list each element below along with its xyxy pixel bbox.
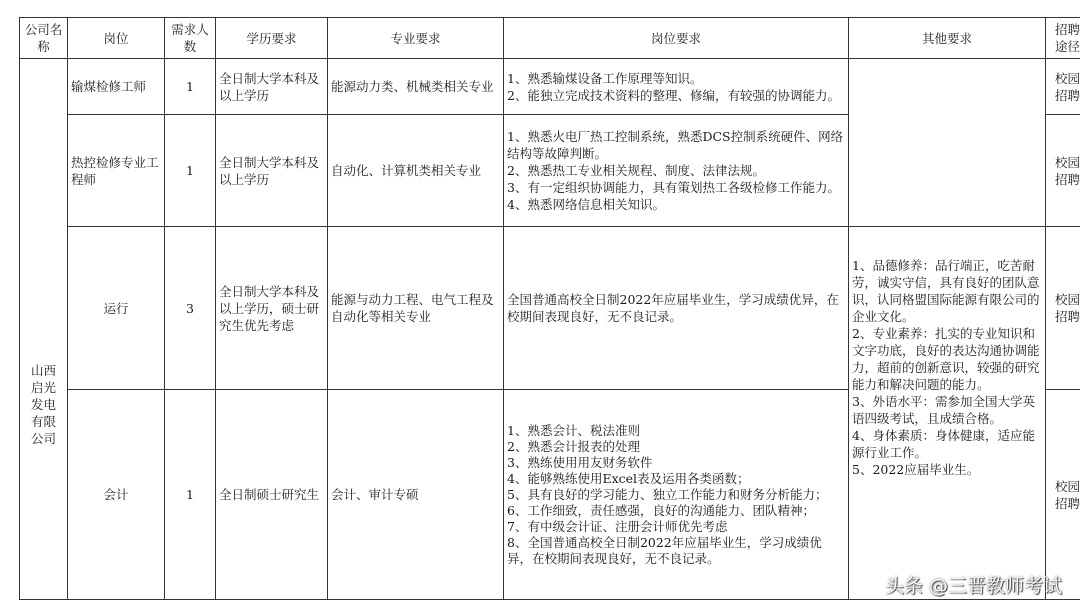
requirements-cell (504, 115, 849, 227)
requirement-item: 5、具有良好的学习能力、独立工作能力和财务分析能力； (507, 486, 828, 502)
count-cell: 1 (165, 115, 216, 227)
count-cell: 3 (165, 227, 216, 390)
position-cell: 热控检修专业工程师 (68, 115, 165, 227)
header-major: 专业要求 (328, 18, 504, 59)
major-cell: 能源动力类、机械类相关专业 (328, 59, 504, 115)
requirement-item: 4、熟悉网络信息相关知识。 (507, 197, 665, 212)
header-other: 其他要求 (849, 18, 1046, 59)
requirement-item: 3、有一定组织协调能力，具有策划热工各级检修工作能力。 (507, 180, 840, 195)
requirement-item: 3、熟练使用用友财务软件 (507, 454, 653, 470)
channel-cell: 校园招聘 (1046, 227, 1080, 390)
count-cell: 1 (165, 59, 216, 115)
other-requirement-item: 3、外语水平：需参加全国大学英语四级考试，且成绩合格。 (852, 394, 1035, 426)
major-cell: 自动化、计算机类相关专业 (328, 115, 504, 227)
channel-cell: 校园招聘 (1046, 115, 1080, 227)
requirement-item: 1、熟悉输煤设备工作原理等知识。 (507, 70, 703, 86)
header-position: 岗位 (68, 18, 165, 59)
other-requirement-item: 5、2022应届毕业生。 (852, 462, 980, 477)
recruitment-table (19, 17, 1080, 600)
position-cell: 运行 (68, 227, 165, 390)
table-row (20, 59, 1080, 115)
requirements-cell (504, 227, 849, 390)
major-cell: 会计、审计专硕 (328, 390, 504, 600)
header-education: 学历要求 (216, 18, 328, 59)
channel-cell: 校园招聘 (1046, 390, 1080, 600)
other-requirement-item: 2、专业素养：扎实的专业知识和文字功底，良好的表达沟通协调能力，超前的创新意识，较强的研究能力和解决问题的能力。 (852, 326, 1040, 392)
count-cell: 1 (165, 390, 216, 600)
requirement-item: 1、熟悉会计、税法准则 (507, 422, 640, 438)
requirements-cell (504, 59, 849, 115)
requirement-item: 全国普通高校全日制2022年应届毕业生，学习成绩优异，在校期间表现良好，无不良记录。 (507, 292, 839, 324)
header-row (20, 18, 1080, 59)
position-cell: 会计 (68, 390, 165, 600)
requirement-item: 2、能独立完成技术资料的整理、修编，有较强的协调能力。 (507, 87, 840, 103)
requirement-item: 6、工作细致，责任感强，良好的沟通能力、团队精神； (507, 502, 815, 518)
other-empty-cell (849, 59, 1046, 227)
company-name-cell: 山西启光发电有限公司 (20, 59, 68, 600)
header-company: 公司名称 (20, 18, 68, 59)
requirement-item: 2、熟悉热工专业相关规程、制度、法律法规。 (507, 163, 765, 178)
requirements-cell (504, 390, 849, 600)
table-row (20, 227, 1080, 390)
requirement-item: 1、熟悉火电厂热工控制系统，熟悉DCS控制系统硬件、网络结构等故障判断。 (507, 129, 844, 161)
education-cell: 全日制大学本科及以上学历 (216, 115, 328, 227)
channel-cell: 校园招聘 (1046, 59, 1080, 115)
header-count: 需求人数 (165, 18, 216, 59)
requirement-item: 4、能够熟练使用Excel表及运用各类函数； (507, 470, 750, 486)
other-requirement-item: 1、品德修养：品行端正，吃苦耐劳，诚实守信，具有良好的团队意识，认同格盟国际能源有限公司的企业文化。 (852, 258, 1040, 324)
education-cell: 全日制大学本科及以上学历 (216, 59, 328, 115)
education-cell: 全日制大学本科及以上学历，硕士研究生优先考虑 (216, 227, 328, 390)
header-channel: 招聘途径 (1046, 18, 1080, 59)
other-requirement-item: 4、身体素质：身体健康，适应能源行业工作。 (852, 428, 1035, 460)
header-requirements: 岗位要求 (504, 18, 849, 59)
education-cell: 全日制硕士研究生 (216, 390, 328, 600)
requirement-item: 7、有中级会计证、注册会计师优先考虑 (507, 518, 728, 534)
position-cell: 输煤检修工师 (68, 59, 165, 115)
requirement-item: 8、全国普通高校全日制2022年应届毕业生，学习成绩优异，在校期间表现良好，无不良记录。 (507, 534, 822, 566)
watermark: 头条 @三晋教师考试 (884, 575, 1062, 597)
other-requirements-cell (849, 227, 1046, 600)
requirement-item: 2、熟悉会计报表的处理 (507, 438, 640, 454)
major-cell: 能源与动力工程、电气工程及自动化等相关专业 (328, 227, 504, 390)
